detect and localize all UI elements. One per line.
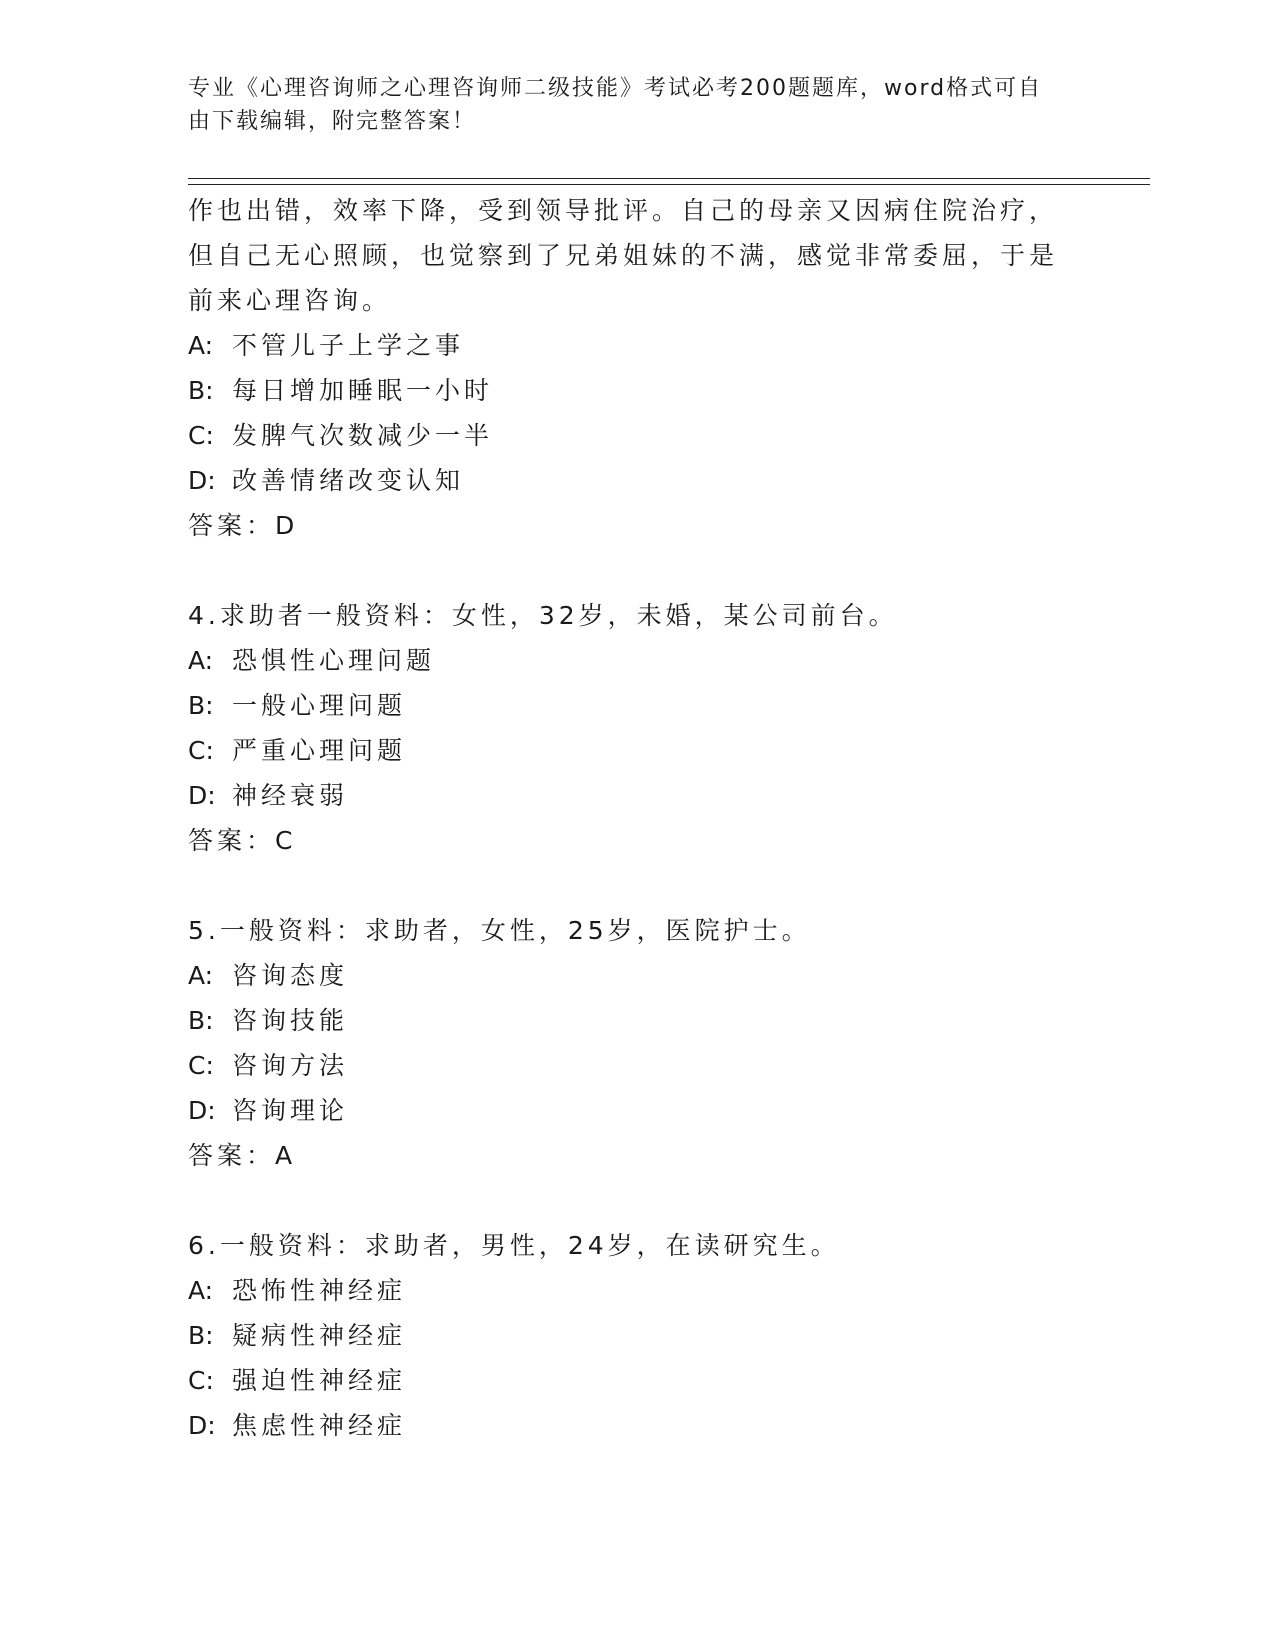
option-text: 神经衰弱 — [232, 781, 349, 810]
stem-line: 作也出错，效率下降，受到领导批评。自己的母亲又因病住院治疗， — [188, 196, 1059, 225]
header-rule-bottom — [188, 184, 1150, 185]
option-a — [188, 638, 1138, 683]
option-d — [188, 1088, 1138, 1133]
option-text: 咨询态度 — [232, 961, 349, 990]
option-letter: D: — [188, 466, 216, 495]
option-letter: B: — [188, 1006, 214, 1035]
spacer — [188, 1178, 1138, 1223]
question-stem: 6.一般资料：求助者，男性，24岁，在读研究生。 — [188, 1231, 840, 1260]
option-a — [188, 953, 1138, 998]
header-line-2: 由下载编辑，附完整答案！ — [188, 109, 477, 134]
option-letter: B: — [188, 376, 214, 405]
stem-line: 前来心理咨询。 — [188, 286, 392, 315]
option-text: 严重心理问题 — [232, 736, 407, 765]
option-text: 咨询方法 — [232, 1051, 349, 1080]
spacer — [188, 548, 1138, 593]
option-d — [188, 458, 1138, 503]
question-stem: 4.求助者一般资料：女性，32岁，未婚，某公司前台。 — [188, 601, 898, 630]
question-5 — [188, 908, 1138, 1178]
option-text: 疑病性神经症 — [232, 1321, 407, 1350]
option-letter: C: — [188, 1366, 214, 1395]
header-rule-top — [188, 178, 1150, 179]
answer-line: 答案：A — [188, 1141, 297, 1170]
option-text: 强迫性神经症 — [232, 1366, 407, 1395]
option-text: 恐怖性神经症 — [232, 1276, 407, 1305]
option-letter: B: — [188, 1321, 214, 1350]
option-text: 一般心理问题 — [232, 691, 407, 720]
option-text: 焦虑性神经症 — [232, 1411, 407, 1440]
spacer — [188, 863, 1138, 908]
header-line-1: 专业《心理咨询师之心理咨询师二级技能》考试必考200题题库，word格式可自 — [188, 76, 1043, 101]
option-b — [188, 683, 1138, 728]
question-4 — [188, 593, 1138, 863]
option-b — [188, 998, 1138, 1043]
option-text: 咨询理论 — [232, 1096, 349, 1125]
document-body — [188, 188, 1138, 1448]
option-c — [188, 1358, 1138, 1403]
option-letter: A: — [188, 646, 214, 675]
question-stem: 5.一般资料：求助者，女性，25岁，医院护士。 — [188, 916, 811, 945]
option-letter: A: — [188, 1276, 214, 1305]
option-d — [188, 773, 1138, 818]
option-c — [188, 413, 1138, 458]
option-letter: D: — [188, 781, 216, 810]
stem-line: 但自己无心照顾，也觉察到了兄弟姐妹的不满，感觉非常委屈，于是 — [188, 241, 1059, 270]
question-3-continuation — [188, 188, 1138, 548]
option-letter: A: — [188, 331, 214, 360]
option-d — [188, 1403, 1138, 1448]
option-c — [188, 728, 1138, 773]
option-text: 每日增加睡眠一小时 — [232, 376, 494, 405]
option-b — [188, 1313, 1138, 1358]
option-letter: C: — [188, 736, 214, 765]
question-6 — [188, 1223, 1138, 1448]
option-c — [188, 1043, 1138, 1088]
answer-line: 答案：D — [188, 511, 299, 540]
option-letter: A: — [188, 961, 214, 990]
option-text: 改善情绪改变认知 — [232, 466, 465, 495]
option-letter: C: — [188, 421, 214, 450]
option-a — [188, 1268, 1138, 1313]
option-text: 发脾气次数减少一半 — [232, 421, 494, 450]
option-text: 不管儿子上学之事 — [232, 331, 465, 360]
option-text: 恐惧性心理问题 — [232, 646, 436, 675]
option-letter: D: — [188, 1411, 216, 1440]
option-letter: B: — [188, 691, 214, 720]
option-text: 咨询技能 — [232, 1006, 349, 1035]
answer-line: 答案：C — [188, 826, 297, 855]
option-a — [188, 323, 1138, 368]
option-letter: C: — [188, 1051, 214, 1080]
document-header — [188, 72, 1088, 138]
option-b — [188, 368, 1138, 413]
option-letter: D: — [188, 1096, 216, 1125]
